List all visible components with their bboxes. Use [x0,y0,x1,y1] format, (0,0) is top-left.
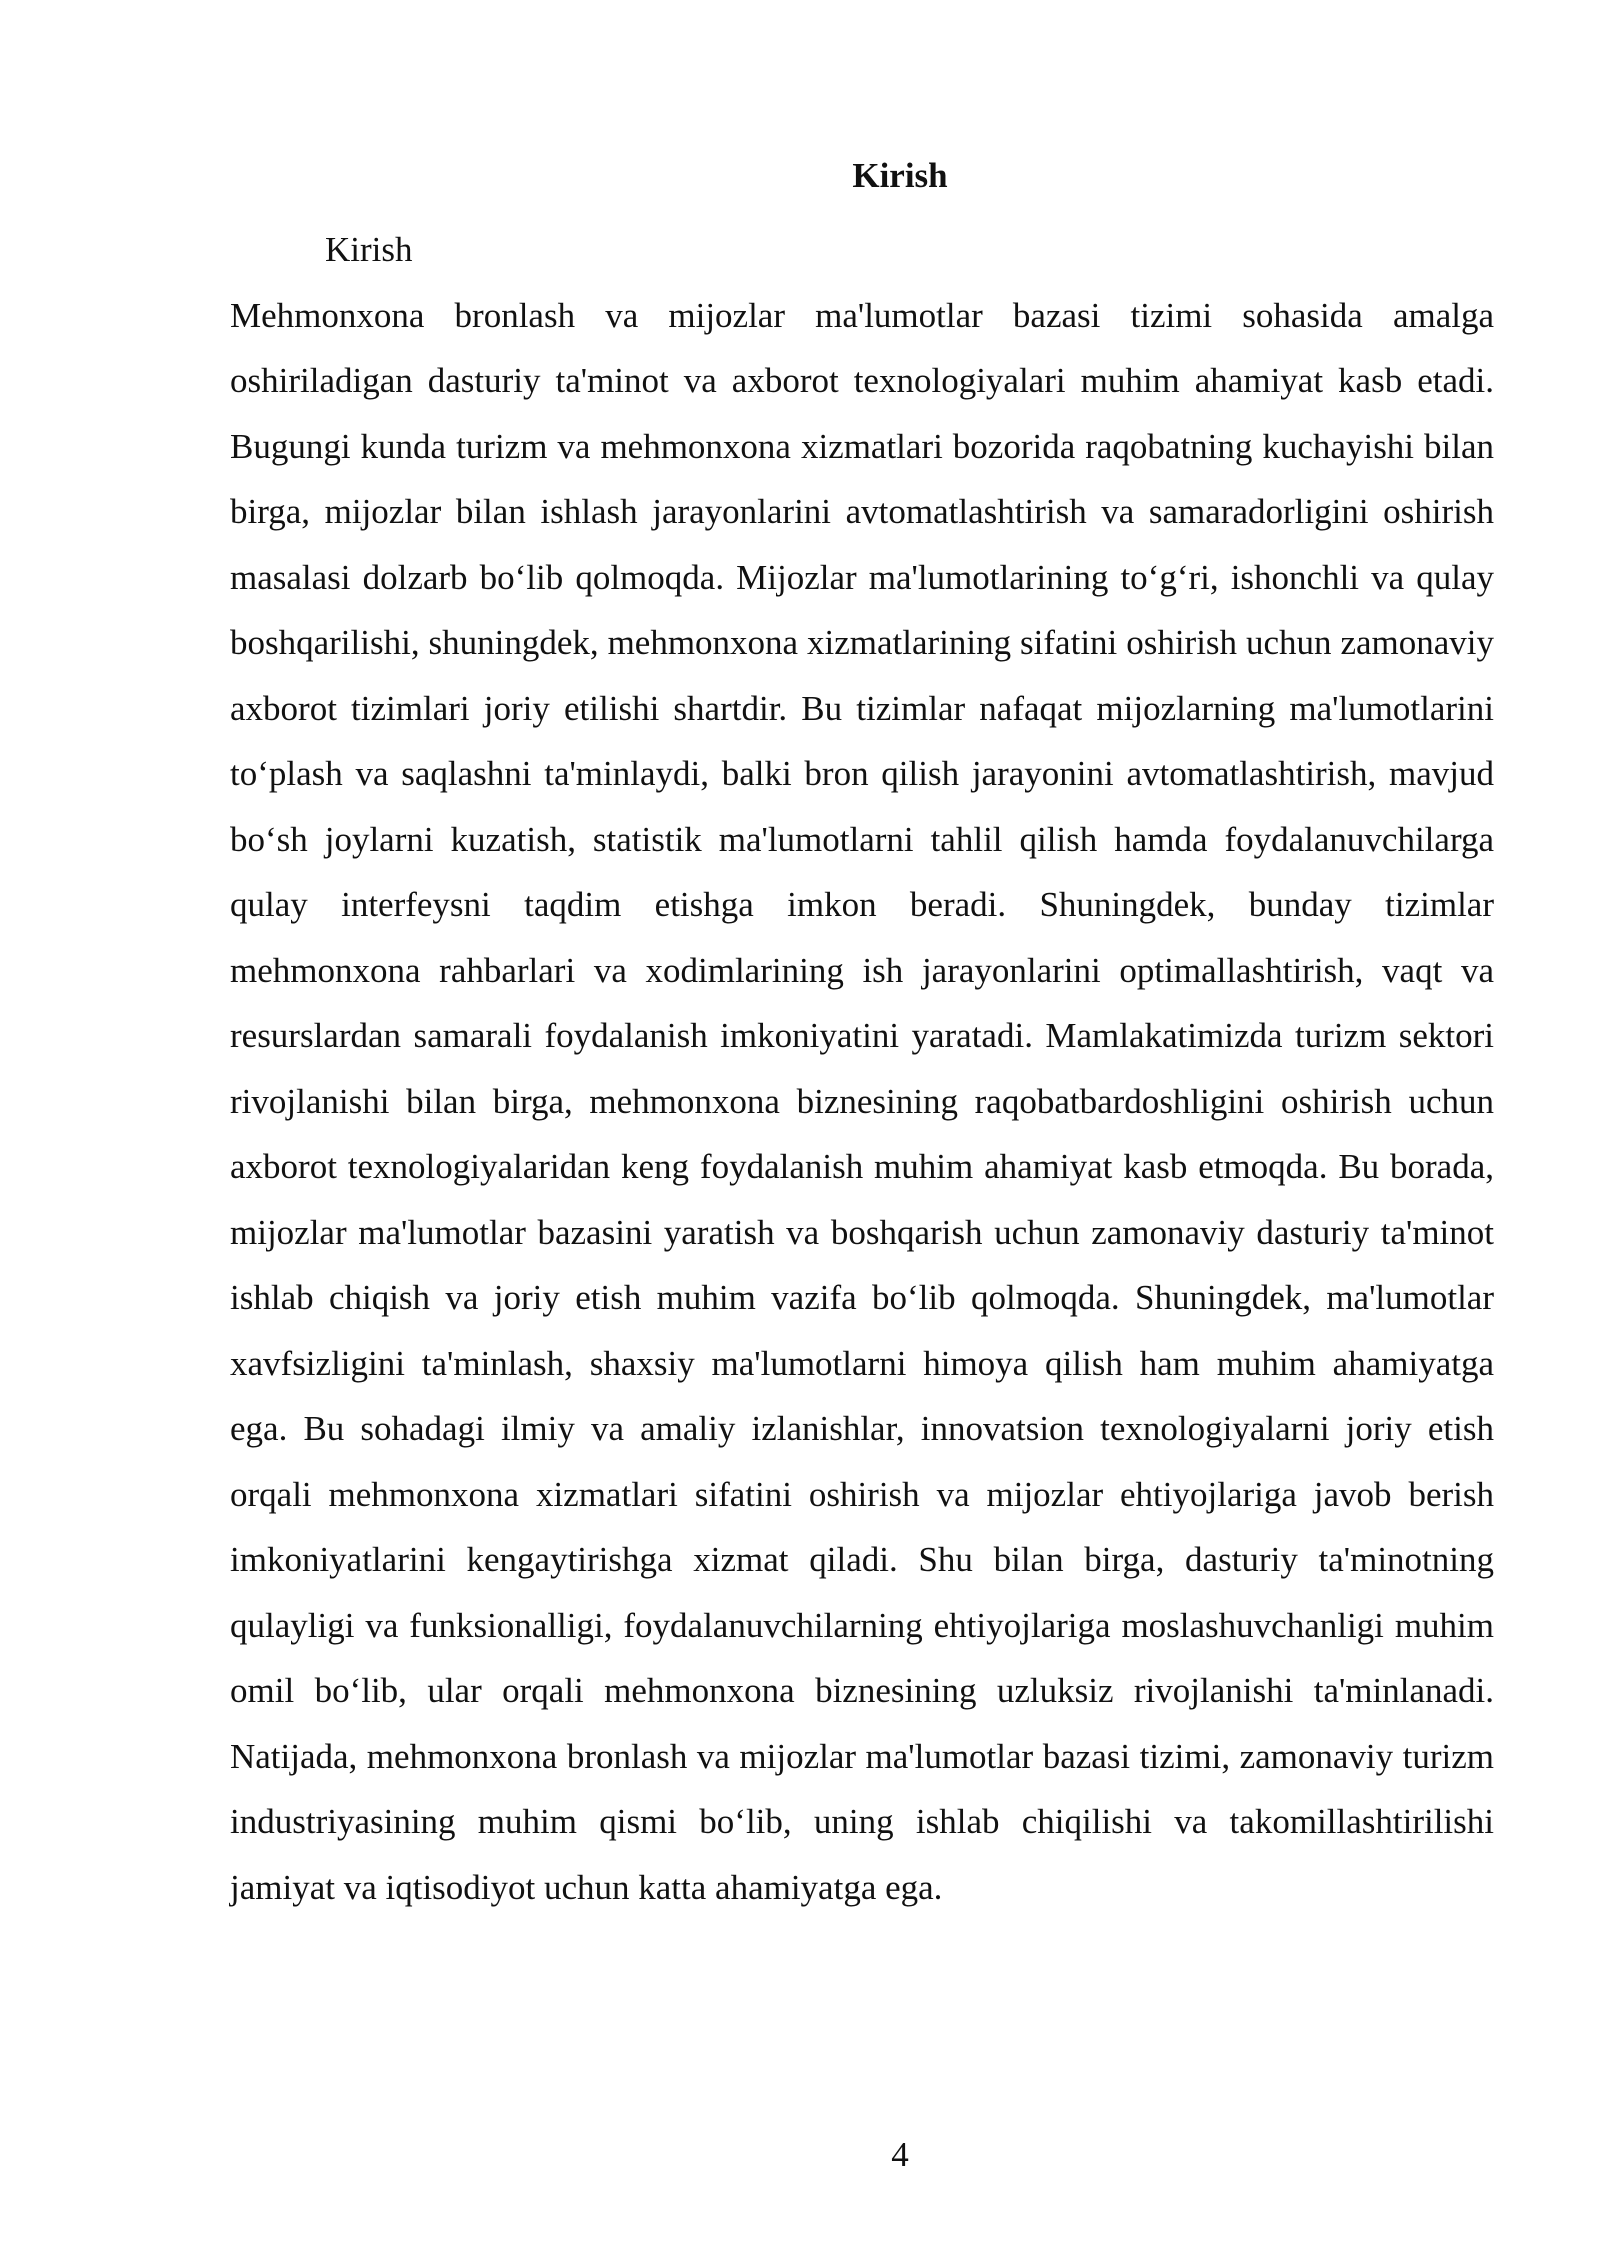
page-heading: Kirish [852,156,948,195]
body-text [230,217,1494,1920]
page-number: 4 [891,2135,909,2174]
section-subtitle: Kirish [325,230,413,269]
body-paragraph: Mehmonxona bronlash va mijozlar ma'lumotlar bazasi tizimi sohasida amalga oshiriladigan dasturiy ta'minot va axborot texnologiyalari muhim ahamiyat kasb etadi. Bugungi kunda turizm va mehmonxona xizmatlari bozorida raqobatning kuchayishi bilan birga, mijozlar bilan ishlash jarayonlarini avtomatlashtirish va samaradorligini oshirish masalasi dolzarb bo‘lib qolmoqda. Mijozlar ma'lumotlarining to‘g‘ri, ishonchli va qulay boshqarilishi, shuningdek, mehmonxona xizmatlarining sifatini oshirish uchun zamonaviy axborot tizimlari joriy etilishi shartdir. Bu tizimlar nafaqat mijozlarning ma'lumotlarini to‘plash va saqlashni ta'minlaydi, balki bron qilish jarayonini avtomatlashtirish, mavjud bo‘sh joylarni kuzatish, statistik ma'lumotlarni tahlil qilish hamda foydalanuvchilarga qulay interfeysni taqdim etishga imkon beradi. Shuningdek, bunday tizimlar mehmonxona rahbarlari va xodimlarining ish jarayonlarini optimallashtirish, vaqt va resurslardan samarali foydalanish imkoniyatini yaratadi. Mamlakatimizda turizm sektori rivojlanishi bilan birga, mehmonxona biznesining raqobatbardoshligini oshirish uchun axborot texnologiyalaridan keng foydalanish muhim ahamiyat kasb etmoqda. Bu borada, mijozlar ma'lumotlar bazasini yaratish va boshqarish uchun zamonaviy dasturiy ta'minot ishlab chiqish va joriy etish muhim vazifa bo‘lib qolmoqda. Shuningdek, ma'lumotlar xavfsizligini ta'minlash, shaxsiy ma'lumotlarni himoya qilish ham muhim ahamiyatga ega. Bu sohadagi ilmiy va amaliy izlanishlar, innovatsion texnologiyalarni joriy etish orqali mehmonxona xizmatlari sifatini oshirish va mijozlar ehtiyojlariga javob berish imkoniyatlarini kengaytirishga xizmat qiladi. Shu bilan birga, dasturiy ta'minotning qulayligi va funksionalligi, foydalanuvchilarning ehtiyojlariga moslashuvchanligi muhim omil bo‘lib, ular orqali mehmonxona biznesining uzluksiz rivojlanishi ta'minlanadi. Natijada, mehmonxona bronlash va mijozlar ma'lumotlar bazasi tizimi, zamonaviy turizm industriyasining muhim qismi bo‘lib, uning ishlab chiqilishi va takomillashtirilishi jamiyat va iqtisodiyot uchun katta ahamiyatga ega. [230,295,1494,1907]
